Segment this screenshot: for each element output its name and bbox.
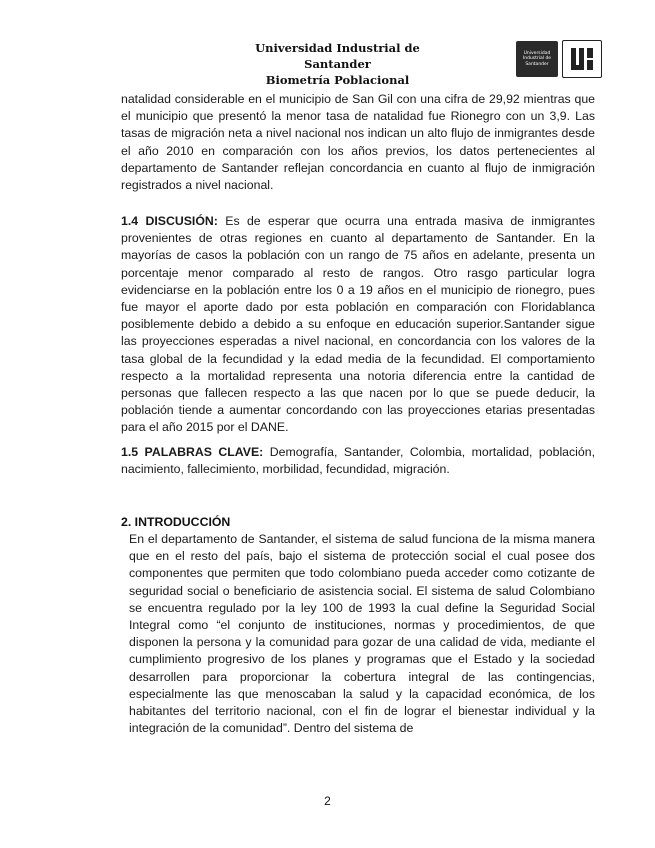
discussion-heading: 1.4 DISCUSIÓN:	[121, 214, 218, 228]
introduction-paragraph: En el departamento de Santander, el sistema de salud funciona de la misma manera que en el resto del país, bajo el sistema de protección social el cual posee dos componentes que permiten que todo colombiano pueda acceder como cotizante de seguridad social o beneficiario de asistencia social. El sistema de salud Colombiano se encuentra regulado por la ley 100 de 1993 la cual define la Seguridad Social Integral como “el conjunto de instituciones, normas y procedimientos, de que disponen la persona y la comunidad para gozar de una calidad de vida, mediante el cumplimiento progresivo de los planes y programas que el Estado y la sociedad desarrollen para proporcionar la cobertura integral de las contingencias, especialmente las que menoscaban la salud y la capacidad económica, de los habitantes del territorio nacional, con el fin de lograr el bienestar individual y la integración de la comunidad”. Dentro del sistema de	[129, 532, 595, 736]
course-name: Biometría Poblacional	[265, 73, 410, 87]
university-logo-icon	[562, 40, 602, 78]
keywords-heading: 1.5 PALABRAS CLAVE:	[121, 445, 264, 459]
discussion-paragraph	[121, 213, 595, 437]
keywords-paragraph	[121, 444, 595, 478]
keywords-body: Demografía, Santander, Colombia, mortalidad, población, nacimiento, fallecimiento, morbilidad, fecundidad, migración.	[121, 445, 595, 477]
page-header	[0, 40, 655, 87]
introduction-heading: 2. INTRODUCCIÓN	[121, 515, 231, 529]
page-number: 2	[324, 794, 331, 808]
university-name: Universidad Industrial de Santander	[255, 41, 420, 71]
continuation-paragraph: natalidad considerable en el municipio de San Gil con una cifra de 29,92 mientras que el municipio que presentó la menor tasa de natalidad fue Rionegro con un 3,9. Las tasas de migración neta a nivel nacional nos indican un alto flujo de inmigrantes desde el año 2010 en comparación con los años previos, los datos pertenecientes al departamento de Santander reflejan concordancia en cuanto al flujo de inmigración registrados a nivel nacional.	[121, 92, 595, 193]
university-logo-text: Universidad Industrial de Santander	[516, 41, 558, 77]
header-title	[220, 40, 455, 88]
discussion-body: Es de esperar que ocurra una entrada masiva de inmigrantes provenientes de otras regiones en cuanto al departamento de Santander. En la mayorías de casos la población con un rango de 75 años en adelante, presenta un porcentaje menor comparado al resto de rangos. Otro rasgo particular logra evidenciarse en la población entre los 0 a 19 años en el municipio de rionegro, pues fue mayor el aporte dado por esta población en comparación con Floridablanca posiblemente debido a debido a su enfoque en educación superior.Santander sigue las proyecciones esperadas a nivel nacional, en concordancia con los valores de la tasa global de la fecundidad y la edad media de la fecundidad. El comportamiento respecto a la mortalidad representa una notoria diferencia entre la cantidad de personas que fallecen respecto a las que nacen por lo que se puede deducir, la población tiende a aumentar concordando con las proyecciones etarias presentadas para el año 2015 por el DANE.	[121, 214, 595, 435]
